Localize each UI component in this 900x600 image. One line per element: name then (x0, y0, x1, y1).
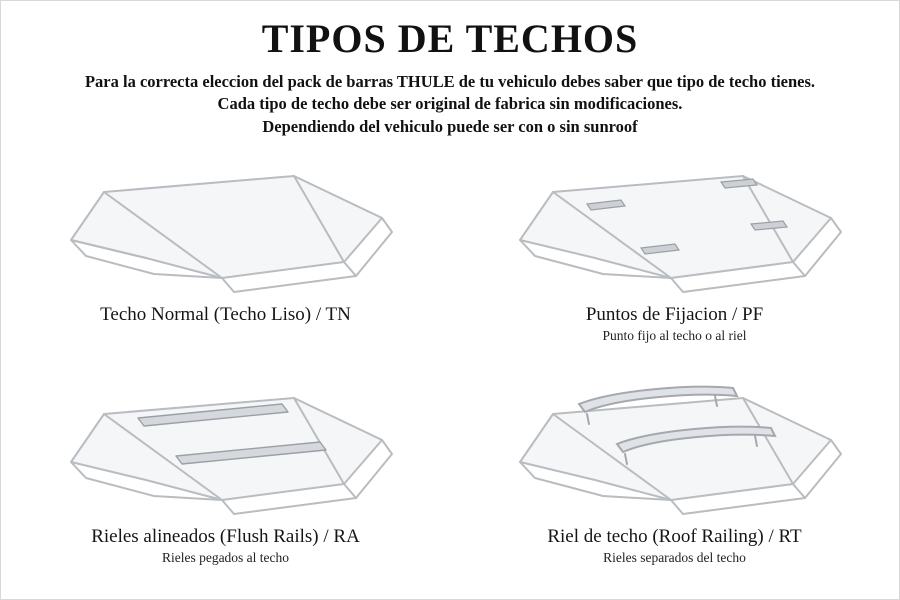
roof-type-card-rieles-alineados (1, 374, 450, 596)
subtitle-line-2: Cada tipo de techo debe ser original de fabrica sin modificaciones. (217, 94, 683, 114)
puntos-de-fijacion-illustration (475, 152, 875, 300)
techo-normal-illustration (26, 152, 426, 300)
roof-type-card-puntos-de-fijacion (450, 152, 899, 374)
roof-type-card-riel-de-techo (450, 374, 899, 596)
roof-type-card-techo-normal (1, 152, 450, 374)
page-title: TIPOS DE TECHOS (261, 16, 639, 61)
roof-type-label-puntos-de-fijacion: Puntos de Fijacion / PF (585, 303, 764, 325)
roof-type-sublabel-riel-de-techo: Rieles separados del techo (603, 549, 746, 565)
roof-type-label-riel-de-techo: Riel de techo (Roof Railing) / RT (547, 525, 802, 547)
subtitle-line-1: Para la correcta eleccion del pack de barras THULE de tu vehiculo debes saber que tipo de techo tienes. (84, 72, 816, 91)
roof-type-label-rieles-alineados: Rieles alineados (Flush Rails) / RA (91, 525, 360, 547)
subtitle-line-3: Dependiendo del vehiculo puede ser con o sin sunroof (262, 116, 638, 136)
roof-type-label-techo-normal: Techo Normal (Techo Liso) / TN (100, 303, 351, 325)
rieles-alineados-illustration (26, 374, 426, 522)
roof-types-grid (1, 152, 899, 596)
page-subtitle (21, 71, 879, 138)
roof-type-sublabel-puntos-de-fijacion: Punto fijo al techo o al riel (602, 327, 747, 343)
riel-de-techo-illustration (475, 374, 875, 522)
roof-type-sublabel-rieles-alineados: Rieles pegados al techo (161, 549, 290, 565)
